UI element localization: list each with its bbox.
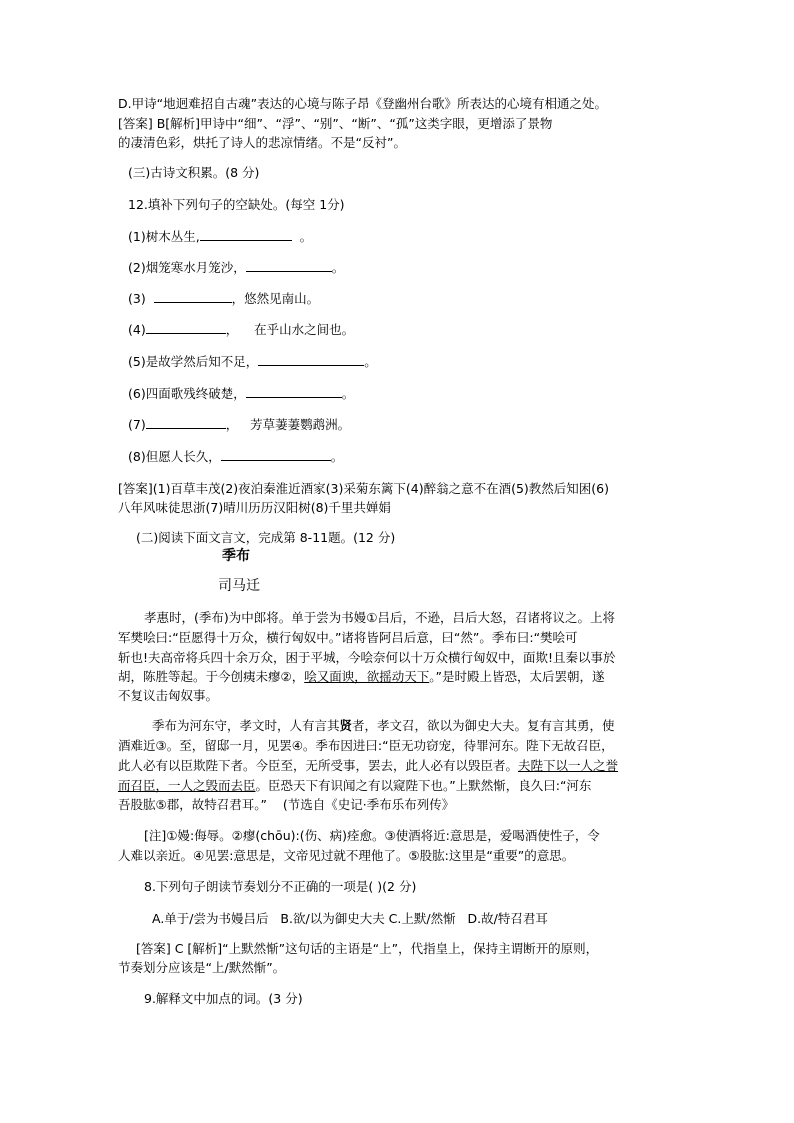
fill-item-7: (7) ， 芳草萋萋鹦鹉洲。 [128, 417, 351, 432]
passage-p1-line1: 孝惠时，(季布)为中郎将。单于尝为书嫚①吕后，不逊，吕后大怒，召诸将议之。上将 [144, 610, 615, 625]
answer-q8-line2: 节奏划分应该是“上/默然惭”。 [118, 960, 286, 975]
passage-p2-line4: 而召臣，一人之毁而去臣。臣恐天下有识闻之有以窥陛下也。”上默然惭，良久曰:“河东 [118, 778, 592, 793]
fill-item-1: (1)树木丛生, 。 [128, 229, 313, 244]
answer-q11-line1: [答案] B[解析]甲诗中“细”、“浮”、“别”、“断”、“孤”这类字眼，更增添了景物 [118, 116, 553, 131]
passage-p1-line2: 军樊哙曰:“臣愿得十万众，横行匈奴中。”诸将皆阿吕后意，曰“然”。季布曰:“樊哙可 [118, 630, 578, 645]
question-12: 12.填补下列句子的空缺处。(每空 1分) [128, 197, 345, 212]
passage-p2-line2: 酒难近③。至，留邸一月，见罢④。季布因进曰:“臣无功窃宠，待罪河东。陛下无故召臣， [118, 738, 614, 753]
question-9: 9.解释文中加点的词。(3 分) [144, 991, 303, 1006]
passage-p2-line5: 吾股肱⑤郡，故特召君耳。” (节选自《史记·季布乐布列传》 [118, 797, 455, 812]
question-8: 8.下列句子朗读节奏划分不正确的一项是( )(2 分) [144, 879, 417, 894]
fill-item-6: (6)四面歌残终破楚， 。 [128, 386, 355, 401]
section2-heading: (二)阅读下面文言文，完成第 8-11题。(12 分) [136, 530, 396, 545]
passage-p1-line5: 不复议击匈奴事。 [118, 688, 219, 703]
passage-p2-line3: 此人必有以臣欺陛下者。今臣至，无所受事，罢去，此人必有以毁臣者。夫陛下以一人之誉 [118, 758, 619, 773]
answer-q8-line1: [答案] C [解析]“上默然惭”这句话的主语是“上”，代指皇上，保持主谓断开的原则， [136, 941, 599, 956]
notes-line2: 人难以亲近。④见罢:意思是，文帝见过就不理他了。⑤股肱:这里是“重要”的意思。 [118, 848, 575, 863]
answer-q12-line2: 八年风味徒思浙(7)晴川历历汉阳树(8)千里共婵娟 [118, 500, 391, 515]
passage-p2-line1: 季布为河东守，孝文时，人有言其贤者，孝文召，欲以为御史大夫。复有言其勇，使 [152, 718, 615, 733]
passage-author: 司马迁 [218, 578, 260, 594]
underlined-sentence-2b: 而召臣，一人之毁而去臣 [118, 778, 256, 793]
fill-item-3: (3) ，悠然见南山。 [128, 291, 320, 306]
question-8-options: A.单于/尝为书嫚吕后 B.欲/以为御史大夫 C.上默/然惭 D.故/特召君耳 [152, 911, 548, 926]
passage-p1-line3: 斩也!夫高帝将兵四十余万众，困于平城，今哙奈何以十万众横行匈奴中，面欺!且秦以事於 [118, 650, 616, 665]
line-option-d: D.甲诗“地迥难招自古魂”表达的心境与陈子昂《登幽州台歌》所表达的心境有相通之处。 [118, 96, 608, 111]
passage-p1-line4: 胡，陈胜等起。于今创痍未瘳②，哙又面谀，欲摇动天下。”是时殿上皆恐，太后罢朝，遂 [118, 669, 605, 684]
answer-q11-line2: 的凄清色彩，烘托了诗人的悲凉情绪。不是“反衬”。 [118, 135, 406, 150]
underlined-sentence-1: 哙又面谀，欲摇动天下 [304, 669, 430, 684]
underlined-sentence-2a: 夫陛下以一人之誉 [518, 758, 619, 773]
answer-q12-line1: [答案](1)百草丰茂(2)夜泊秦淮近酒家(3)采菊东篱下(4)醉翁之意不在酒(5)教然后知困(6) [118, 481, 609, 496]
fill-item-2: (2)烟笼寒水月笼沙， 。 [128, 260, 345, 275]
fill-item-5: (5)是故学然后知不足， 。 [128, 354, 377, 369]
dotted-word-xian: 贤 [339, 718, 353, 733]
fill-item-4: (4) ， 在乎山水之间也。 [128, 322, 355, 337]
notes-line1: [注]①嫚:侮辱。②瘳(chōu):(伤、病)痊愈。③使酒将近:意思是，爱喝酒使性子，令 [144, 828, 600, 843]
passage-title: 季布 [222, 548, 250, 564]
fill-item-8: (8)但愿人长久， 。 [128, 449, 344, 464]
section3-heading: (三)古诗文积累。(8 分) [128, 165, 260, 180]
